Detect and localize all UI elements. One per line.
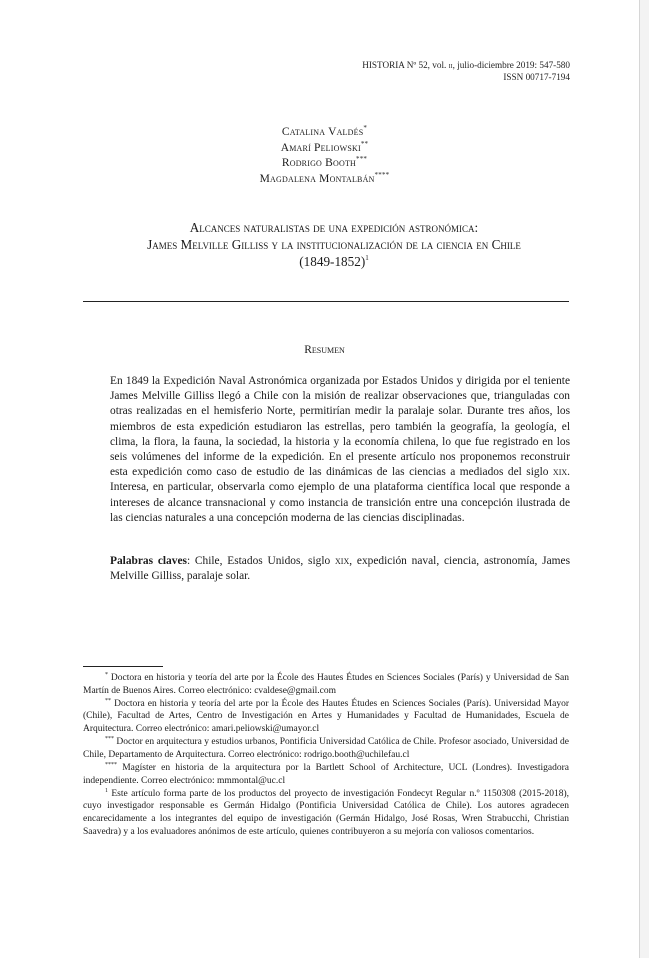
- journal-name: HISTORIA: [362, 60, 405, 70]
- author-name-text: Rodrigo Booth: [281, 157, 357, 169]
- author-name: [0, 141, 649, 157]
- issn: ISSN 00717-7194: [503, 72, 570, 82]
- keywords-label: Palabras claves: [110, 555, 187, 567]
- footnote: [83, 736, 569, 761]
- author-name-text: Magdalena Montalbán: [259, 172, 375, 185]
- journal-issue: , julio-diciembre 2019: 547-580: [452, 60, 570, 70]
- keywords-century: xix: [335, 555, 350, 567]
- author-name-text: Catalina Valdés: [281, 126, 364, 138]
- journal-volume: ii: [448, 60, 453, 70]
- footnote-mark: *: [105, 672, 108, 678]
- title-line: [100, 253, 568, 270]
- abstract-century: xix: [552, 466, 568, 479]
- author-list: [0, 125, 649, 187]
- author-name: [0, 125, 649, 141]
- abstract-body: [110, 374, 570, 526]
- keywords-text: : Chile, Estados Unidos, siglo: [186, 555, 336, 567]
- footnote: [83, 672, 569, 697]
- article-title: [100, 219, 568, 270]
- footnote: [83, 762, 569, 787]
- footnotes: [83, 672, 569, 839]
- footnote-mark: ****: [105, 761, 117, 768]
- author-name: [0, 156, 649, 172]
- footnote-text: Doctora en historia y teoría del arte por la École des Hautes Études en Sciences Sociales (París). Universidad Mayor (Chile), Facultad de Artes, Centro de Investigación en Artes y Humanidades y Facultad de Humanidades, Escuela de Arquitectura. Correo electrónico: amari.peliowski@umayor.cl: [83, 698, 569, 734]
- author-footnote-mark[interactable]: **: [360, 139, 369, 148]
- keywords-text: , expedición naval, ciencia, astronomía, James Melville Gilliss, paralaje solar.: [110, 555, 571, 583]
- footnote: [83, 698, 569, 736]
- title-divider: [83, 301, 569, 302]
- footnote-mark: **: [105, 697, 111, 704]
- author-name-text: Amarí Peliowski: [280, 141, 361, 154]
- author-footnote-mark[interactable]: *: [363, 124, 368, 132]
- title-line: James Melville Gilliss y la institucionalización de la ciencia en Chile: [147, 237, 521, 252]
- footnote: [83, 788, 569, 838]
- footnote-text: Doctor en arquitectura y estudios urbanos, Pontificia Universidad Católica de Chile. Profesor asociado, Universidad de Chile, Departamento de Arquitectura. Correo electrónico: rodrigo.booth@uchilefau.cl: [83, 737, 569, 760]
- footnote-text: Magíster en historia de la arquitectura por la Bartlett School of Architecture, UCL (Londres). Investigadora independiente. Correo electrónico: mmmontal@uc.cl: [83, 762, 570, 786]
- footnote-text: Este artículo forma parte de los productos del proyecto de investigación Fondecyt Regular n.º 1150308 (2015-2018), cuyo investigador responsable es Germán Hidalgo (Pontificia Universidad Católica de Chile). Los autores agradecen encarecidamente a los integrantes del equipo de investigación (Germán Hidalgo, José Rosas, Wren Strabucchi, Christian Saavedra) y a los evaluadores anónimos de este artículo, quienes contribuyeron a su mejoría con valiosos comentarios.: [83, 788, 569, 837]
- footnote-text: Doctora en historia y teoría del arte por la École des Hautes Études en Sciences Sociales (París) y Universidad de San Martín de Buenos Aires. Correo electrónico: cvaldese@gmail.com: [83, 673, 570, 696]
- journal-citation: [362, 59, 570, 71]
- keywords: [110, 554, 570, 584]
- author-name: [0, 172, 649, 188]
- author-footnote-mark[interactable]: ****: [374, 170, 390, 179]
- journal-number: Nº 52, vol.: [406, 60, 447, 70]
- title-line: Alcances naturalistas de una expedición astronómica:: [189, 220, 479, 235]
- abstract-text: En 1849 la Expedición Naval Astronómica organizada por Estados Unidos y dirigida por el teniente James Melville Gilliss llegó a Chile con la misión de realizar observaciones que, trianguladas con otras realizadas en el hemisferio Norte, permitirían medir la paralaje solar. Durante tres años, los miembros de esta expedición estudiaron las estrellas, pero también la geografía, la geología, el clima, la flora, la fauna, la sociedad, la historia y la economía chilena, lo que fue registrado en los seis volúmenes del informe de la expedición. En el presente artículo nos proponemos reconstruir esta expedición como caso de estudio de las dinámicas de las ciencias a mediados del siglo: [110, 375, 570, 479]
- abstract-text: . Interesa, en particular, observarla como ejemplo de una plataforma científica local que responde a intereses de alcance transnacional y como instancia de transición entre una concepción ilustrada de las ciencias naturales a una concepción moderna de las ciencias disciplinadas.: [110, 466, 570, 524]
- author-footnote-mark[interactable]: ***: [356, 155, 368, 163]
- footnote-divider: [83, 666, 163, 667]
- title-footnote-mark[interactable]: 1: [365, 254, 369, 262]
- abstract-heading: Resumen: [304, 344, 345, 356]
- title-years: (1849-1852): [299, 254, 366, 269]
- footnote-mark: 1: [105, 787, 108, 794]
- running-head: [362, 59, 570, 83]
- footnote-mark: ***: [105, 736, 114, 743]
